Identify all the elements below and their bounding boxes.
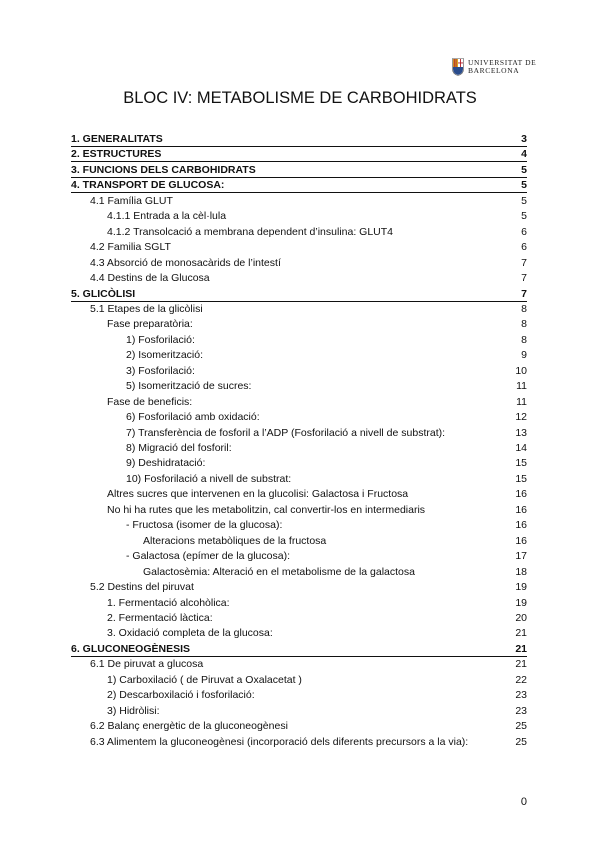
toc-entry-page: 6 <box>521 241 527 254</box>
toc-entry-page: 11 <box>516 380 527 393</box>
toc-entry[interactable] <box>0 194 600 209</box>
toc-entry-page: 5 <box>521 179 527 192</box>
toc-entry-page: 17 <box>515 550 527 563</box>
toc-entry[interactable] <box>0 256 600 271</box>
toc-entry[interactable] <box>0 735 600 750</box>
toc-entry-label: 6.3 Alimentem la gluconeogènesi (incorporació dels diferents precursors a la via): <box>90 735 469 748</box>
toc-entry[interactable] <box>0 426 600 441</box>
toc-entry-page: 16 <box>515 519 527 532</box>
toc-entry-label: 4.4 Destins de la Glucosa <box>90 272 210 285</box>
toc-entry-label: 5) Isomerització de sucres: <box>126 380 252 393</box>
toc-entry-page: 18 <box>515 565 527 578</box>
toc-entry-label: 3. Oxidació completa de la glucosa: <box>107 627 273 640</box>
toc-entry-page: 21 <box>515 627 527 640</box>
toc-entry-label: 3) Hidròlisi: <box>107 704 160 717</box>
toc-entry-label: Fase preparatòria: <box>107 318 193 331</box>
toc-entry-label: 2) Isomerització: <box>126 349 204 362</box>
toc-entry-label: 8) Migració del fosforil: <box>126 442 232 454</box>
toc-entry-page: 5 <box>521 194 527 207</box>
toc-entry-label: 9) Deshidratació: <box>126 457 206 470</box>
toc-entry-page: 21 <box>515 642 527 655</box>
toc-entry[interactable] <box>0 472 600 487</box>
toc-entry-page: 5 <box>521 163 527 176</box>
toc-entry[interactable] <box>0 673 600 688</box>
toc-entry-page: 9 <box>521 349 527 362</box>
toc-entry-page: 25 <box>515 720 527 733</box>
toc-entry-page: 19 <box>515 596 527 609</box>
toc-entry-label: 1) Fosforilació: <box>126 333 195 346</box>
toc-entry[interactable] <box>0 487 600 502</box>
toc-entry[interactable] <box>0 225 600 240</box>
toc-entry-label: 4.3 Absorció de monosacàrids de l’intestí <box>90 256 281 269</box>
toc-entry[interactable] <box>0 348 600 363</box>
toc-entry-label: 2. Fermentació làctica: <box>107 611 213 624</box>
toc-entry[interactable] <box>0 132 600 147</box>
toc-entry-label: 3. FUNCIONS DELS CARBOHIDRATS <box>71 163 256 176</box>
toc-entry[interactable] <box>0 688 600 703</box>
toc-entry-page: 7 <box>521 256 527 269</box>
toc-entry-page: 11 <box>516 395 527 408</box>
toc-entry-page: 21 <box>515 658 527 671</box>
university-logo <box>452 58 552 78</box>
toc-entry-label: 6) Fosforilació amb oxidació: <box>126 411 260 424</box>
toc-entry-label: 6. GLUCONEOGÈNESIS <box>71 642 191 655</box>
toc-entry-page: 19 <box>515 581 527 594</box>
toc-entry-page: 16 <box>515 488 527 501</box>
logo-line-1: UNIVERSITAT DE <box>468 58 537 67</box>
toc-entry-label: Altres sucres que intervenen en la glucolisi: Galactosa i Fructosa <box>107 488 409 501</box>
toc-entry-label: - Fructosa (isomer de la glucosa): <box>126 519 283 532</box>
toc-entry[interactable] <box>0 441 600 456</box>
toc-entry[interactable] <box>0 410 600 425</box>
toc-entry[interactable] <box>0 147 600 162</box>
toc-entry[interactable] <box>0 333 600 348</box>
toc-entry-label: No hi ha rutes que les metabolitzin, cal convertir-los en intermediaris <box>107 503 426 516</box>
toc-entry-page: 23 <box>515 689 527 702</box>
toc-entry[interactable] <box>0 271 600 286</box>
toc-entry-label: 2) Descarboxilació i fosforilació: <box>107 689 255 702</box>
toc-entry[interactable] <box>0 503 600 518</box>
toc-entry-label: 4. TRANSPORT DE GLUCOSA: <box>71 179 225 192</box>
toc-entry[interactable] <box>0 611 600 626</box>
university-name <box>468 59 536 75</box>
toc-entry[interactable] <box>0 549 600 564</box>
shield-icon <box>452 58 464 76</box>
toc-entry[interactable] <box>0 580 600 595</box>
toc-entry[interactable] <box>0 534 600 549</box>
toc-entry-label: 1) Carboxilació ( de Piruvat a Oxalacetat ) <box>107 673 302 686</box>
toc-entry-page: 8 <box>521 302 527 315</box>
toc-entry-page: 23 <box>515 704 527 717</box>
toc-entry-page: 7 <box>521 287 527 300</box>
toc-entry-label: 5. GLICÒLISI <box>71 287 136 300</box>
toc-entry-page: 3 <box>521 133 527 145</box>
toc-entry[interactable] <box>0 240 600 255</box>
toc-entry[interactable] <box>0 178 600 193</box>
toc-entry[interactable] <box>0 364 600 379</box>
toc-entry-page: 16 <box>515 503 527 516</box>
toc-entry[interactable] <box>0 287 600 302</box>
toc-entry[interactable] <box>0 657 600 672</box>
page-number: 0 <box>520 796 527 808</box>
toc-entry-page: 4 <box>521 148 527 161</box>
toc-entry[interactable] <box>0 642 600 657</box>
toc-entry-label: 6.2 Balanç energètic de la gluconeogènesi <box>90 720 288 733</box>
toc-entry-label: 4.2 Familia SGLT <box>90 241 171 254</box>
toc-entry[interactable] <box>0 626 600 641</box>
toc-entry-page: 12 <box>515 411 527 424</box>
toc-entry[interactable] <box>0 719 600 734</box>
toc-entry[interactable] <box>0 518 600 533</box>
toc-entry[interactable] <box>0 456 600 471</box>
toc-entry-page: 10 <box>515 364 527 377</box>
toc-entry-label: - Galactosa (epímer de la glucosa): <box>126 550 290 563</box>
toc-entry-label: 1. Fermentació alcohòlica: <box>107 596 230 609</box>
toc-entry-label: 7) Transferència de fosforil a l’ADP (Fosforilació a nivell de substrat): <box>126 426 446 439</box>
toc-entry[interactable] <box>0 379 600 394</box>
toc-entry-page: 6 <box>521 225 527 238</box>
toc-entry-page: 8 <box>521 318 527 331</box>
toc-entry-label: 2. ESTRUCTURES <box>71 148 162 161</box>
toc-entry-label: Fase de beneficis: <box>107 395 193 408</box>
toc-entry-label: 5.1 Etapes de la glicòlisi <box>90 302 203 315</box>
toc-entry[interactable] <box>0 163 600 178</box>
toc-entry[interactable] <box>0 704 600 719</box>
toc-entry[interactable] <box>0 395 600 410</box>
logo-line-2: BARCELONA <box>468 66 520 75</box>
toc-entry-page: 22 <box>515 673 527 686</box>
toc-entry-label: 1. GENERALITATS <box>71 133 163 145</box>
toc-entry[interactable] <box>0 317 600 332</box>
toc-entry-label: Alteracions metabòliques de la fructosa <box>143 534 327 547</box>
toc-entry-page: 16 <box>515 534 527 547</box>
toc-entry-page: 7 <box>521 272 527 285</box>
toc-entry-label: 4.1 Família GLUT <box>90 194 173 207</box>
toc-entry-page: 5 <box>521 210 527 223</box>
toc-entry[interactable] <box>0 565 600 580</box>
toc-entry-page: 20 <box>515 611 527 624</box>
toc-entry-page: 15 <box>515 457 527 470</box>
toc-entry-page: 13 <box>515 426 527 439</box>
toc-entry-label: 5.2 Destins del piruvat <box>90 581 194 594</box>
toc-entry-page: 14 <box>515 442 527 454</box>
toc-entry-page: 15 <box>515 472 527 485</box>
toc-entry[interactable] <box>0 302 600 317</box>
toc-entry-label: 3) Fosforilació: <box>126 364 195 377</box>
toc-entry-label: Galactosèmia: Alteració en el metabolisme de la galactosa <box>143 565 415 578</box>
toc-entry-label: 4.1.1 Entrada a la cèl·lula <box>107 210 227 223</box>
toc-entry-page: 8 <box>521 333 527 346</box>
toc-entry[interactable] <box>0 209 600 224</box>
page-title: BLOC IV: METABOLISME DE CARBOHIDRATS <box>123 89 477 107</box>
toc-entry-label: 4.1.2 Transolcació a membrana dependent d’insulina: GLUT4 <box>107 225 394 238</box>
toc-entry-label: 6.1 De piruvat a glucosa <box>90 658 204 671</box>
toc-entry[interactable] <box>0 596 600 611</box>
toc-entry-label: 10) Fosforilació a nivell de substrat: <box>126 472 292 485</box>
toc-entry-page: 25 <box>515 735 527 748</box>
